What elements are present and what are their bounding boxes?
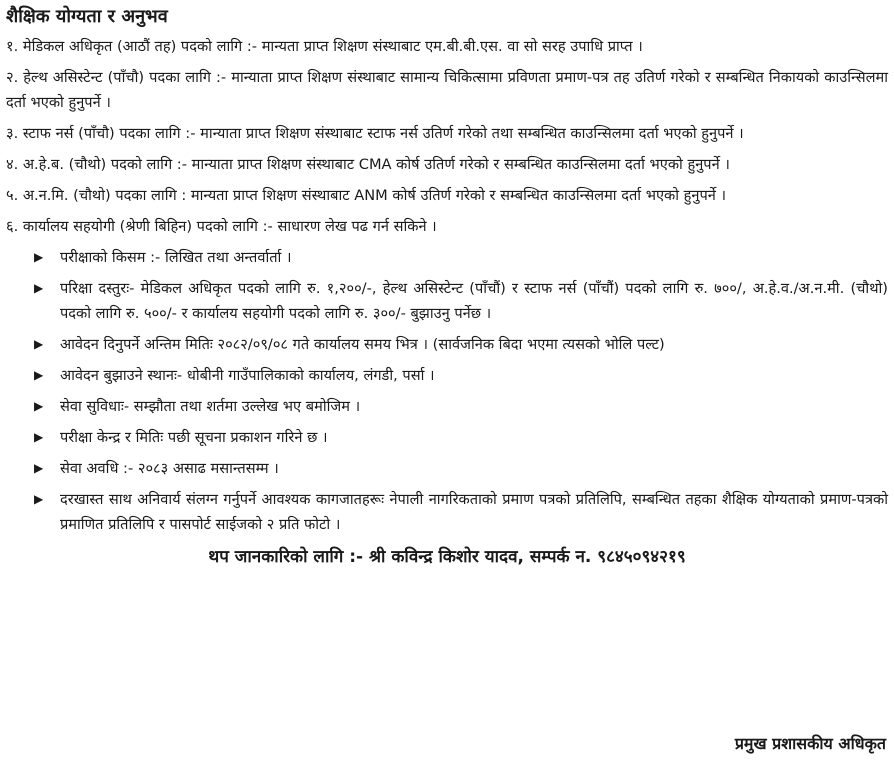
bullet-text: परीक्षाको किसम :- लिखित तथा अन्तर्वार्ता ।: [60, 249, 292, 266]
bullet-arrow-icon: ▶: [34, 430, 44, 444]
bullet-text: सेवा अवधि :- २०८३ असाढ मसान्तसम्म ।: [60, 460, 279, 477]
qualification-item-1: १. मेडिकल अधिकृत (आठौं तह) पदको लागि :- मान्यता प्राप्त शिक्षण संस्थाबाट एम.बी.बी.एस. वा सो सरह उपाधि प्राप्त ।: [6, 38, 643, 55]
bullet-text: आवेदन दिनुपर्ने अन्तिम मितिः २०८२/०९/०८ गते कार्यालय समय भित्र । (सार्वजनिक बिदा भएमा त्यसको भोलि पल्ट): [60, 336, 665, 353]
qualification-item-6: ६. कार्यालय सहयोगी (श्रेणी बिहिन) पदको लागि :- साधारण लेख पढ गर्न सकिने ।: [6, 218, 437, 235]
contact-line: थप जानकारिको लागि :- श्री कविन्द्र किशोर यादव, सम्पर्क न. ९८४५०९४२१९: [208, 547, 686, 567]
bullet-text: परिक्षा दस्तुरः- मेडिकल अधिकृत पदको लागि रु. १,२००/-, हेल्थ असिस्टेन्ट (पाँचौं) र स्टाफ नर्स (पाँचौं) पदको लागि रु. ७००/, अ.हे.व./अ.न.मी. (चौथो) पदको लागि रु. ५००/- र कार्यालय सहयोगी पदको लागि रु. ३००/- बुझाउनु पर्नेछ ।: [60, 280, 888, 322]
info-bullet-documents: [6, 487, 888, 537]
info-bullet-service-period: [6, 456, 888, 481]
info-bullet-benefits: [6, 394, 888, 419]
bullet-text: परीक्षा केन्द्र र मितिः पछी सूचना प्रकाशन गरिने छ ।: [60, 429, 328, 446]
bullet-arrow-icon: ▶: [34, 368, 44, 382]
bullet-text: सेवा सुविधाः- सम्झौता तथा शर्तमा उल्लेख भए बमोजिम ।: [60, 398, 361, 415]
bullet-text: आवेदन बुझाउने स्थानः- धोबीनी गाउँपालिकाको कार्यालय, लंगडी, पर्सा ।: [60, 367, 435, 384]
info-bullet-submission-place: [6, 363, 888, 388]
signature-title: प्रमुख प्रशासकीय अधिकृत: [734, 734, 886, 753]
bullet-arrow-icon: ▶: [34, 492, 44, 506]
qualification-item-5: ५. अ.न.मि. (चौथो) पदका लागि : मान्यता प्राप्त शिक्षण संस्थाबाट ANM कोर्ष उतिर्ण गरेको र सम्बन्धित काउन्सिलमा दर्ता भएको हुनुपर्ने ।: [6, 187, 727, 204]
bullet-arrow-icon: ▶: [34, 281, 44, 295]
bullet-arrow-icon: ▶: [34, 250, 44, 264]
bullet-arrow-icon: ▶: [34, 399, 44, 413]
bullet-arrow-icon: ▶: [34, 461, 44, 475]
qualification-item-4: ४. अ.हे.ब. (चौथो) पदको लागि :- मान्याता प्राप्त शिक्षण संस्थाबाट CMA कोर्ष उतिर्ण गरेको र सम्बन्धित काउन्सिलमा दर्ता भएको हुनुपर्ने ।: [6, 156, 730, 173]
section-heading: शैक्षिक योग्यता र अनुभव: [6, 6, 168, 27]
bullet-arrow-icon: ▶: [34, 337, 44, 351]
bullet-text: दरखास्त साथ अनिवार्य संलग्न गर्नुपर्ने आवश्यक कागजातहरूः नेपाली नागरिकताको प्रमाण पत्रको प्रतिलिपि, सम्बन्धित तहका शैक्षिक योग्यताको प्रमाण-पत्रको प्रमाणित प्रतिलिपि र पासपोर्ट साईजको २ प्रति फोटो ।: [60, 491, 888, 533]
info-bullet-deadline: [6, 332, 888, 357]
info-bullet-exam-type: [6, 245, 888, 270]
qualification-item-3: ३. स्टाफ नर्स (पाँचौ) पदका लागि :- मान्याता प्राप्त शिक्षण संस्थाबाट स्टाफ नर्स उतिर्ण गरेको तथा सम्बन्धित काउन्सिलमा दर्ता भएको हुनुपर्ने ।: [6, 125, 744, 142]
info-bullet-exam-center: [6, 425, 888, 450]
info-bullet-exam-fee: [6, 276, 888, 326]
qualification-item-2: २. हेल्थ असिस्टेन्ट (पाँचौ) पदका लागि :- मान्याता प्राप्त शिक्षण संस्थाबाट सामान्य चिकित्सामा प्रविणता प्रमाण-पत्र तह उतिर्ण गरेको र सम्बन्धित निकायको काउन्सिलमा दर्ता भएको हुनुपर्ने ।: [6, 69, 888, 111]
